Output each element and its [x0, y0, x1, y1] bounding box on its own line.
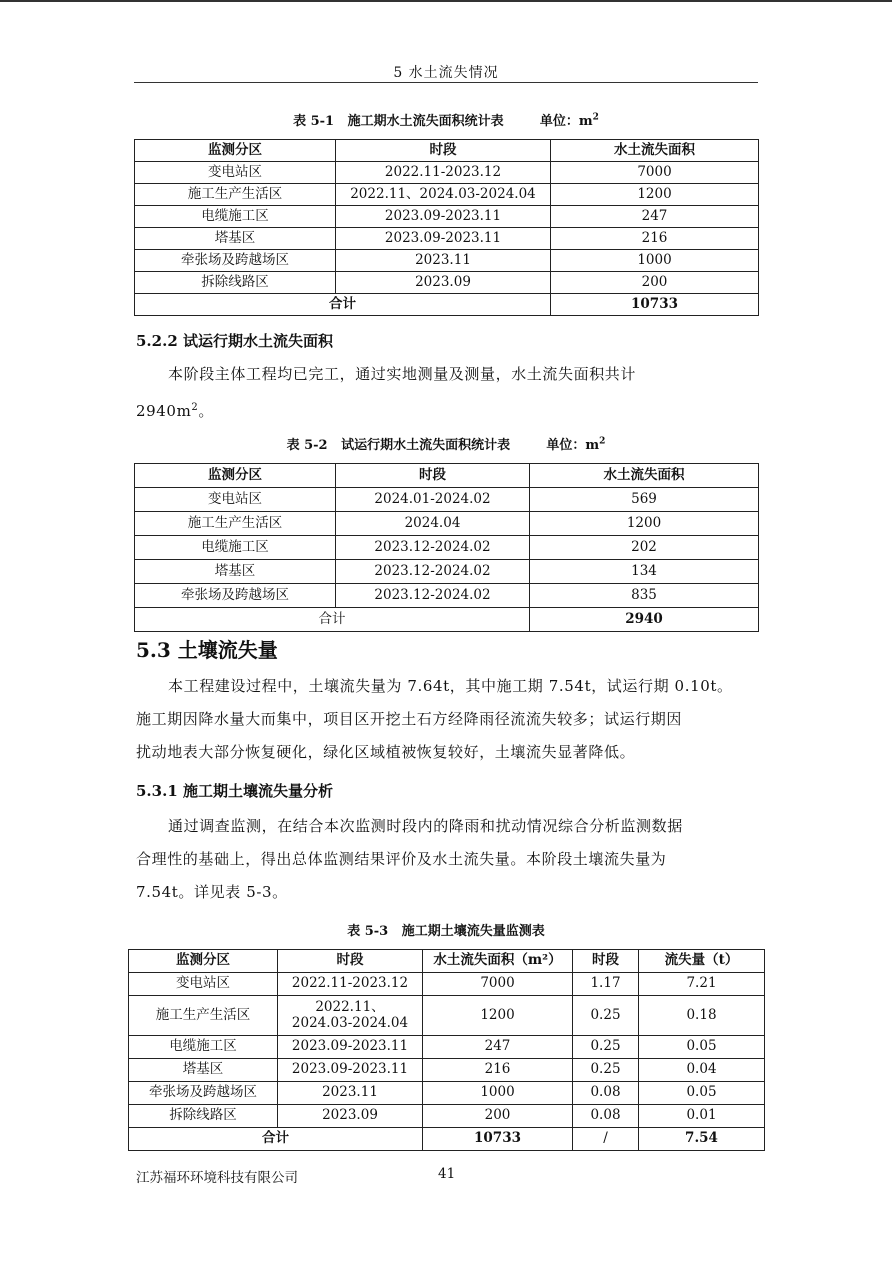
section-heading-5-3: 5.3 土壤流失量	[136, 638, 278, 662]
table-row	[135, 536, 759, 560]
table-cell: 电缆施工区	[135, 536, 336, 560]
table-cell: 2022.11-2023.12	[278, 973, 423, 996]
table-row	[135, 272, 759, 294]
paragraph-line: 通过调查监测，在结合本次监测时段内的降雨和扰动情况综合分析监测数据	[168, 817, 683, 835]
table-cell: 0.25	[573, 1059, 639, 1082]
table3-header-cell: 时段	[278, 950, 423, 973]
table3-caption: 表 5-3 施工期土壤流失量监测表	[347, 924, 545, 939]
table-cell: 0.01	[639, 1105, 765, 1128]
table2-caption: 表 5-2 试运行期水土流失面积统计表 单位：$m^2$	[286, 436, 606, 453]
table-cell: 0.08	[573, 1082, 639, 1105]
total-value: 2940	[530, 608, 759, 632]
table-cell: 电缆施工区	[129, 1036, 278, 1059]
table-cell: 247	[423, 1036, 573, 1059]
table-cell: 施工生产生活区	[135, 512, 336, 536]
table-cell: 0.08	[573, 1105, 639, 1128]
table-cell: 569	[530, 488, 759, 512]
table-row	[135, 512, 759, 536]
table-cell: 200	[423, 1105, 573, 1128]
table-cell: 835	[530, 584, 759, 608]
page-header: 5 水土流失情况	[393, 65, 499, 81]
table1-total-row	[135, 294, 759, 316]
table2-header-cell: 水土流失面积	[530, 464, 759, 488]
total-loss: 7.54	[639, 1128, 765, 1151]
table3-header-cell: 时段	[573, 950, 639, 973]
table-row	[135, 560, 759, 584]
table1-caption: 表 5-1 施工期水土流失面积统计表 单位：$m^2$	[293, 112, 599, 129]
table-row	[135, 250, 759, 272]
table-cell: 塔基区	[135, 228, 336, 250]
table-row	[135, 228, 759, 250]
total-area: 10733	[423, 1128, 573, 1151]
table3	[128, 949, 765, 1151]
table-cell: 2023.09-2023.11	[336, 228, 551, 250]
section-heading-5-2-2: 5.2.2 试运行期水土流失面积	[136, 332, 333, 350]
table2-header-cell: 监测分区	[135, 464, 336, 488]
table-cell: 134	[530, 560, 759, 584]
table-cell: 牵张场及跨越场区	[135, 250, 336, 272]
table-cell: 2024.01-2024.02	[336, 488, 530, 512]
table-cell: 1000	[423, 1082, 573, 1105]
table2-header-cell: 时段	[336, 464, 530, 488]
table-cell: 0.25	[573, 1036, 639, 1059]
table-row	[135, 162, 759, 184]
table-cell: 7000	[551, 162, 759, 184]
table3-header-cell: 水土流失面积（m²）	[423, 950, 573, 973]
table-row	[135, 488, 759, 512]
table-cell: 牵张场及跨越场区	[129, 1082, 278, 1105]
table3-header-cell: 流失量（t）	[639, 950, 765, 973]
table3-header-row	[129, 950, 765, 973]
table-cell: 塔基区	[129, 1059, 278, 1082]
paragraph-line: 扰动地表大部分恢复硬化，绿化区域植被恢复较好，土壤流失显著降低。	[136, 743, 636, 761]
table-cell: 1200	[423, 996, 573, 1036]
table-cell: 0.04	[639, 1059, 765, 1082]
footer-company: 江苏福环环境科技有限公司	[136, 1170, 298, 1186]
table-row	[129, 1059, 765, 1082]
paragraph-5-3	[136, 670, 760, 769]
paragraph-5-3-1	[136, 810, 760, 909]
table-row	[129, 1105, 765, 1128]
section-heading-5-3-1: 5.3.1 施工期土壤流失量分析	[136, 782, 333, 800]
table-cell: 2023.11	[336, 250, 551, 272]
table3-header-cell: 监测分区	[129, 950, 278, 973]
paragraph-line: 本阶段主体工程均已完工，通过实地测量及测量，水土流失面积共计	[168, 365, 637, 383]
table-cell: 施工生产生活区	[135, 184, 336, 206]
table-cell: 2023.09-2023.11	[278, 1059, 423, 1082]
table-cell: 2023.09-2023.11	[336, 206, 551, 228]
table-row	[135, 584, 759, 608]
table-cell: 施工生产生活区	[129, 996, 278, 1036]
table-row	[129, 996, 765, 1036]
table1	[134, 139, 759, 316]
total-label: 合计	[135, 608, 530, 632]
table-row	[135, 206, 759, 228]
table-cell: 202	[530, 536, 759, 560]
table-cell: 0.25	[573, 996, 639, 1036]
table-cell: 1200	[530, 512, 759, 536]
table-cell: 2023.12-2024.02	[336, 584, 530, 608]
table-cell: 0.05	[639, 1036, 765, 1059]
paragraph-line: 施工期因降水量大而集中，项目区开挖土石方经降雨径流流失较多；试运行期因	[136, 710, 683, 728]
total-label: 合计	[129, 1128, 423, 1151]
table-cell: 7000	[423, 973, 573, 996]
paragraph-line: 7.54t。详见表 5-3。	[136, 883, 288, 901]
total-period: /	[573, 1128, 639, 1151]
paragraph-line: $2940m^2$。	[136, 402, 214, 420]
table-cell: 0.05	[639, 1082, 765, 1105]
cell-line: 2022.11、	[315, 998, 385, 1015]
cell-line: 2024.03-2024.04	[291, 1014, 409, 1031]
paragraph-line: 本工程建设过程中，土壤流失量为 7.64t，其中施工期 7.54t，试运行期 0.10t。	[168, 677, 733, 695]
table-cell: 变电站区	[135, 162, 336, 184]
table-cell: 2023.11	[278, 1082, 423, 1105]
table1-header-row	[135, 140, 759, 162]
table-row	[135, 184, 759, 206]
table-cell: 216	[423, 1059, 573, 1082]
table-cell: 塔基区	[135, 560, 336, 584]
table1-header-cell: 水土流失面积	[551, 140, 759, 162]
header-rule	[134, 82, 758, 83]
table-cell: 247	[551, 206, 759, 228]
table-cell: 7.21	[639, 973, 765, 996]
table1-header-cell: 监测分区	[135, 140, 336, 162]
table-cell: 2023.09-2023.11	[278, 1036, 423, 1059]
table-cell: 2024.04	[336, 512, 530, 536]
table3-total-row	[129, 1128, 765, 1151]
table2	[134, 463, 759, 632]
table1-header-cell: 时段	[336, 140, 551, 162]
table-cell: 拆除线路区	[135, 272, 336, 294]
table-cell: 电缆施工区	[135, 206, 336, 228]
paragraph-5-2-2	[136, 358, 760, 428]
table-cell: 2023.09	[336, 272, 551, 294]
table-cell: 216	[551, 228, 759, 250]
table-cell: 0.18	[639, 996, 765, 1036]
table2-total-row	[135, 608, 759, 632]
table-row	[129, 1036, 765, 1059]
table-cell: 2023.12-2024.02	[336, 536, 530, 560]
table-cell: 变电站区	[129, 973, 278, 996]
top-border	[0, 0, 892, 2]
table-cell: 变电站区	[135, 488, 336, 512]
table-row	[129, 1082, 765, 1105]
table-cell: 2023.09	[278, 1105, 423, 1128]
paragraph-line: 合理性的基础上，得出总体监测结果评价及水土流失量。本阶段土壤流失量为	[136, 850, 667, 868]
table-cell: 2022.11-2023.12	[336, 162, 551, 184]
table-cell	[278, 996, 423, 1036]
table-cell: 1000	[551, 250, 759, 272]
total-value: 10733	[551, 294, 759, 316]
table-cell: 2023.12-2024.02	[336, 560, 530, 584]
table-cell: 牵张场及跨越场区	[135, 584, 336, 608]
table-cell: 1.17	[573, 973, 639, 996]
table-cell: 拆除线路区	[129, 1105, 278, 1128]
total-label: 合计	[135, 294, 551, 316]
table-cell: 2022.11、2024.03-2024.04	[336, 184, 551, 206]
page-number: 41	[438, 1166, 456, 1182]
table-cell: 1200	[551, 184, 759, 206]
table2-header-row	[135, 464, 759, 488]
table-cell: 200	[551, 272, 759, 294]
table-row	[129, 973, 765, 996]
